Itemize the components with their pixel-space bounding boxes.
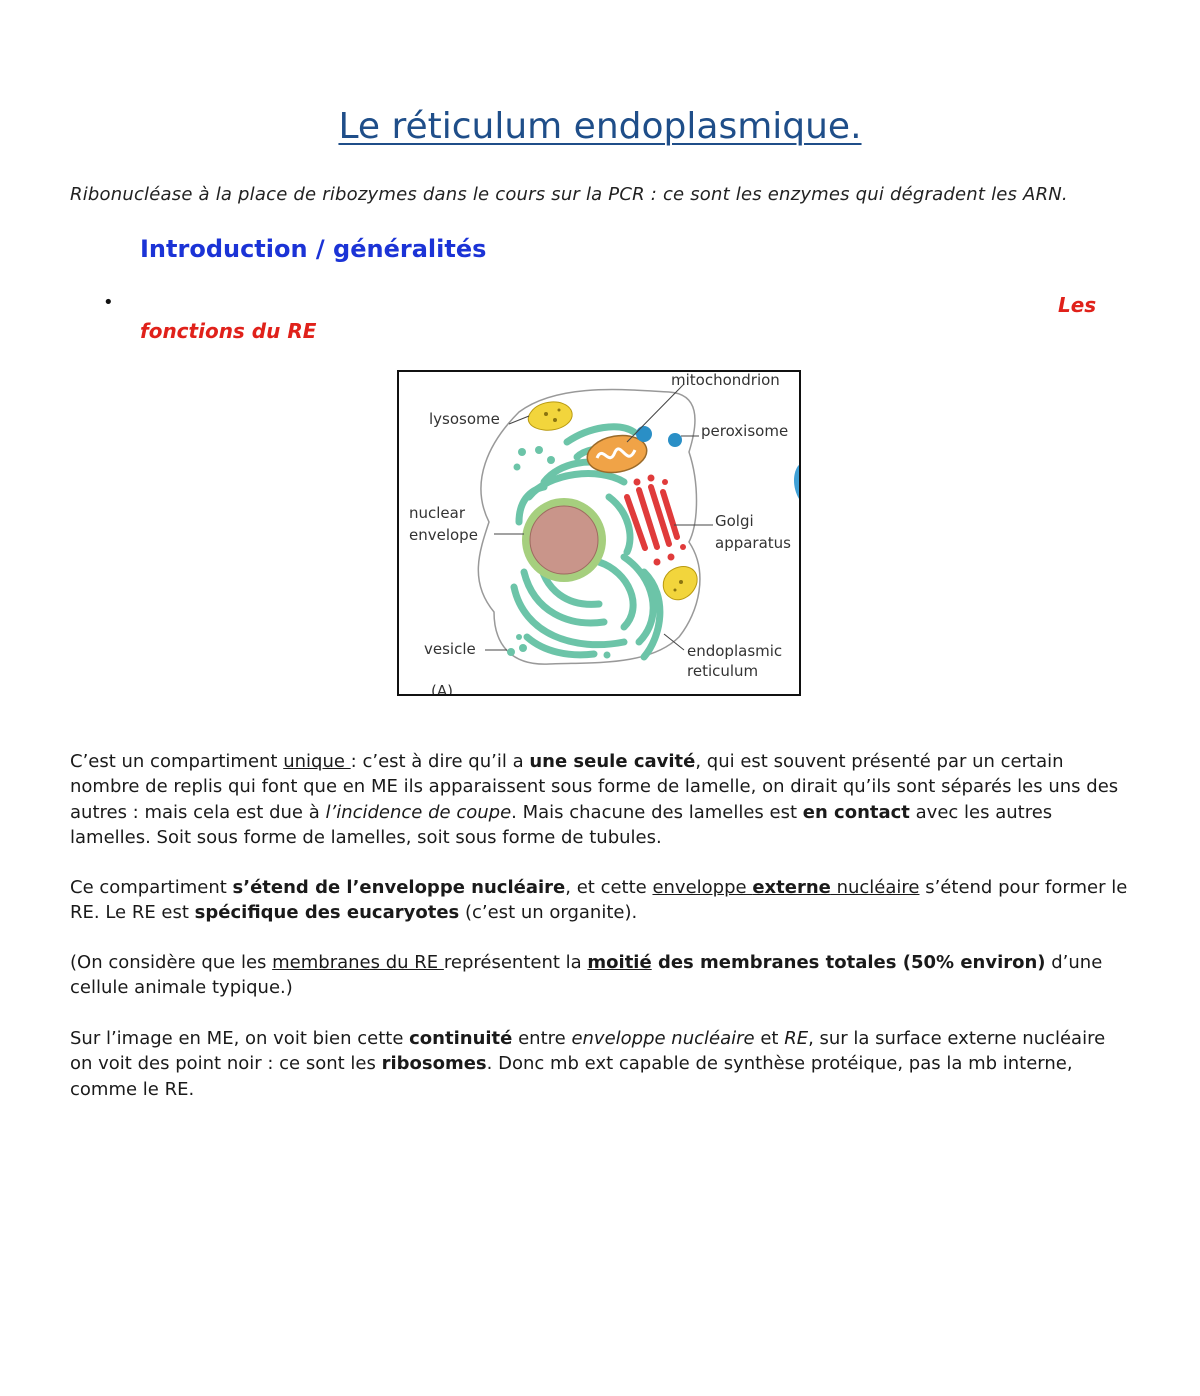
bullet-marker: • — [103, 292, 114, 313]
section-heading: Introduction / généralités — [140, 235, 487, 263]
bullet-text-les: Les — [1058, 293, 1097, 317]
nucleus — [530, 506, 598, 574]
paragraph-3: (On considère que les membranes du RE représentent la moitié des membranes totales (50% environ) d’une cellule animale typique.) — [70, 952, 1103, 999]
label-reticulum: reticulum — [687, 662, 759, 680]
label-lysosome: lysosome — [429, 410, 500, 428]
neighbour-cell — [794, 462, 801, 504]
paragraph-1: C’est un compartiment unique : c’est à dire qu’il a une seule cavité, qui est souvent présenté par un certain nombre de replis qui font que en ME ils apparaissent sous forme de lamelle, on dirait qu’ils sont séparés les uns des autres : mais cela est due à l’incidence de coupe. Mais chacune des lamelles est en contact avec les autres lamelles. Soit sous forme de lamelles, soit sous forme de tubules. — [70, 751, 1119, 848]
cell-diagram-figure — [397, 370, 801, 696]
label-apparatus: apparatus — [715, 534, 791, 552]
label-endoplasmic: endoplasmic — [687, 642, 783, 660]
intro-note: Ribonucléase à la place de ribozymes dans le cours sur la PCR : ce sont les enzymes qui dégradent les ARN. — [70, 184, 1068, 205]
label-golgi: Golgi — [715, 512, 754, 530]
page-title: Le réticulum endoplasmique. — [338, 106, 862, 147]
label-vesicle: vesicle — [424, 640, 476, 658]
label-peroxisome: peroxisome — [701, 422, 789, 440]
bullet-text-functions: fonctions du RE — [140, 319, 317, 343]
cell-diagram — [399, 372, 801, 696]
label-envelope: envelope — [409, 526, 478, 544]
label-nuclear: nuclear — [409, 504, 466, 522]
label-panel-a: (A) — [431, 682, 453, 698]
paragraph-2: Ce compartiment s’étend de l’enveloppe nucléaire, et cette enveloppe externe nucléaire s’étend pour former le RE. Le RE est spécifique des eucaryotes (c’est un organite). — [70, 877, 1128, 924]
label-mitochondrion: mitochondrion — [671, 372, 780, 389]
paragraph-4: Sur l’image en ME, on voit bien cette continuité entre enveloppe nucléaire et RE, sur la surface externe nucléaire on voit des point noir : ce sont les ribosomes. Donc mb ext capable de synthèse protéique, pas la mb interne, comme le RE. — [70, 1028, 1106, 1100]
